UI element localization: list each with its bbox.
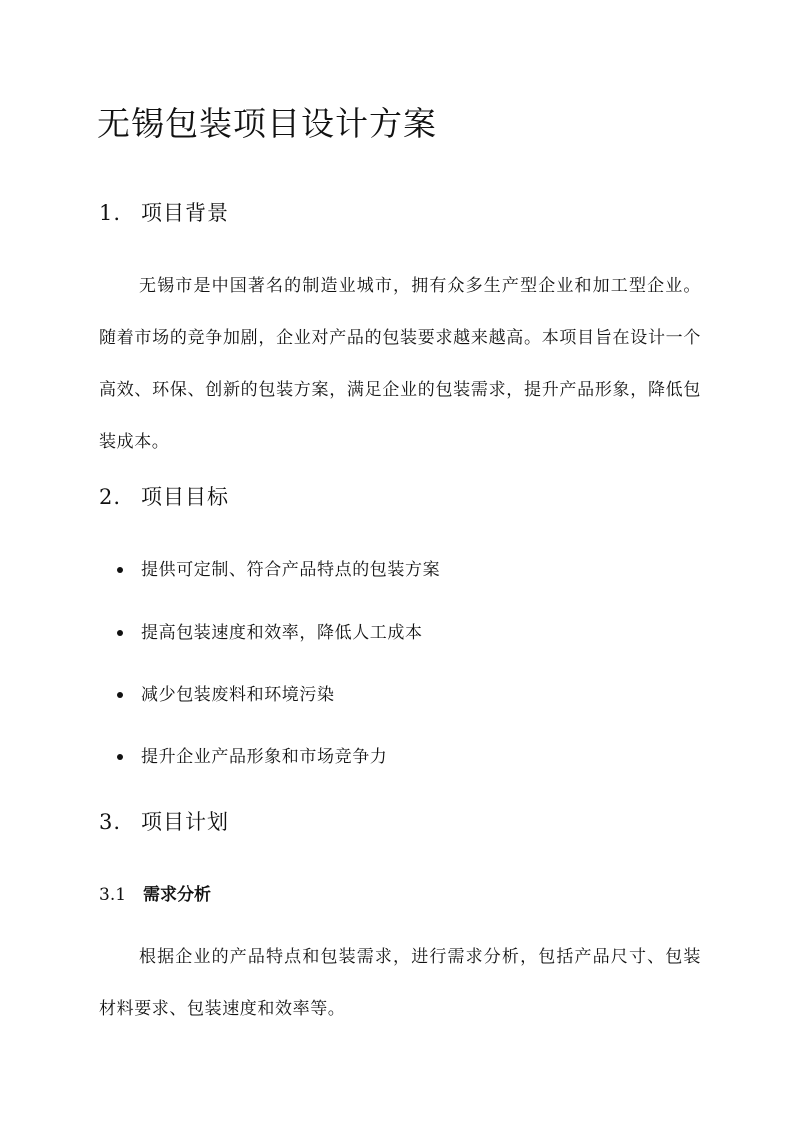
section-number: 3. <box>99 810 122 834</box>
bullet-icon <box>117 692 123 698</box>
section-number: 2. <box>99 485 122 509</box>
list-item <box>117 618 423 643</box>
section-heading-background <box>99 197 229 227</box>
subsection-heading-requirements <box>99 880 211 905</box>
bullet-icon <box>117 754 123 760</box>
subsection-number: 3.1 <box>99 885 127 905</box>
section-number: 1. <box>99 201 122 225</box>
list-item-text: 提高包装速度和效率，降低人工成本 <box>141 623 423 643</box>
section-title: 项目计划 <box>141 810 229 834</box>
bullet-icon <box>117 630 123 636</box>
section-title: 项目背景 <box>141 201 229 225</box>
document-title: 无锡包装项目设计方案 <box>97 104 437 143</box>
subsection-paragraph-requirements: 根据企业的产品特点和包装需求，进行需求分析，包括产品尺寸、包装材料要求、包装速度和效率等。 <box>99 947 701 1019</box>
section-heading-goals <box>99 481 229 511</box>
list-item <box>117 680 335 705</box>
section-heading-plan <box>99 806 229 836</box>
section-paragraph-background: 无锡市是中国著名的制造业城市，拥有众多生产型企业和加工型企业。随着市场的竞争加剧，企业对产品的包装要求越来越高。本项目旨在设计一个高效、环保、创新的包装方案，满足企业的包装需求，提升产品形象，降低包装成本。 <box>99 276 701 452</box>
list-item <box>117 742 387 767</box>
bullet-icon <box>117 567 123 573</box>
list-item-text: 提供可定制、符合产品特点的包装方案 <box>141 560 441 580</box>
list-item-text: 提升企业产品形象和市场竞争力 <box>141 747 388 767</box>
section-title: 项目目标 <box>141 485 229 509</box>
subsection-title: 需求分析 <box>143 885 211 905</box>
list-item <box>117 555 440 580</box>
list-item-text: 减少包装废料和环境污染 <box>141 685 335 705</box>
